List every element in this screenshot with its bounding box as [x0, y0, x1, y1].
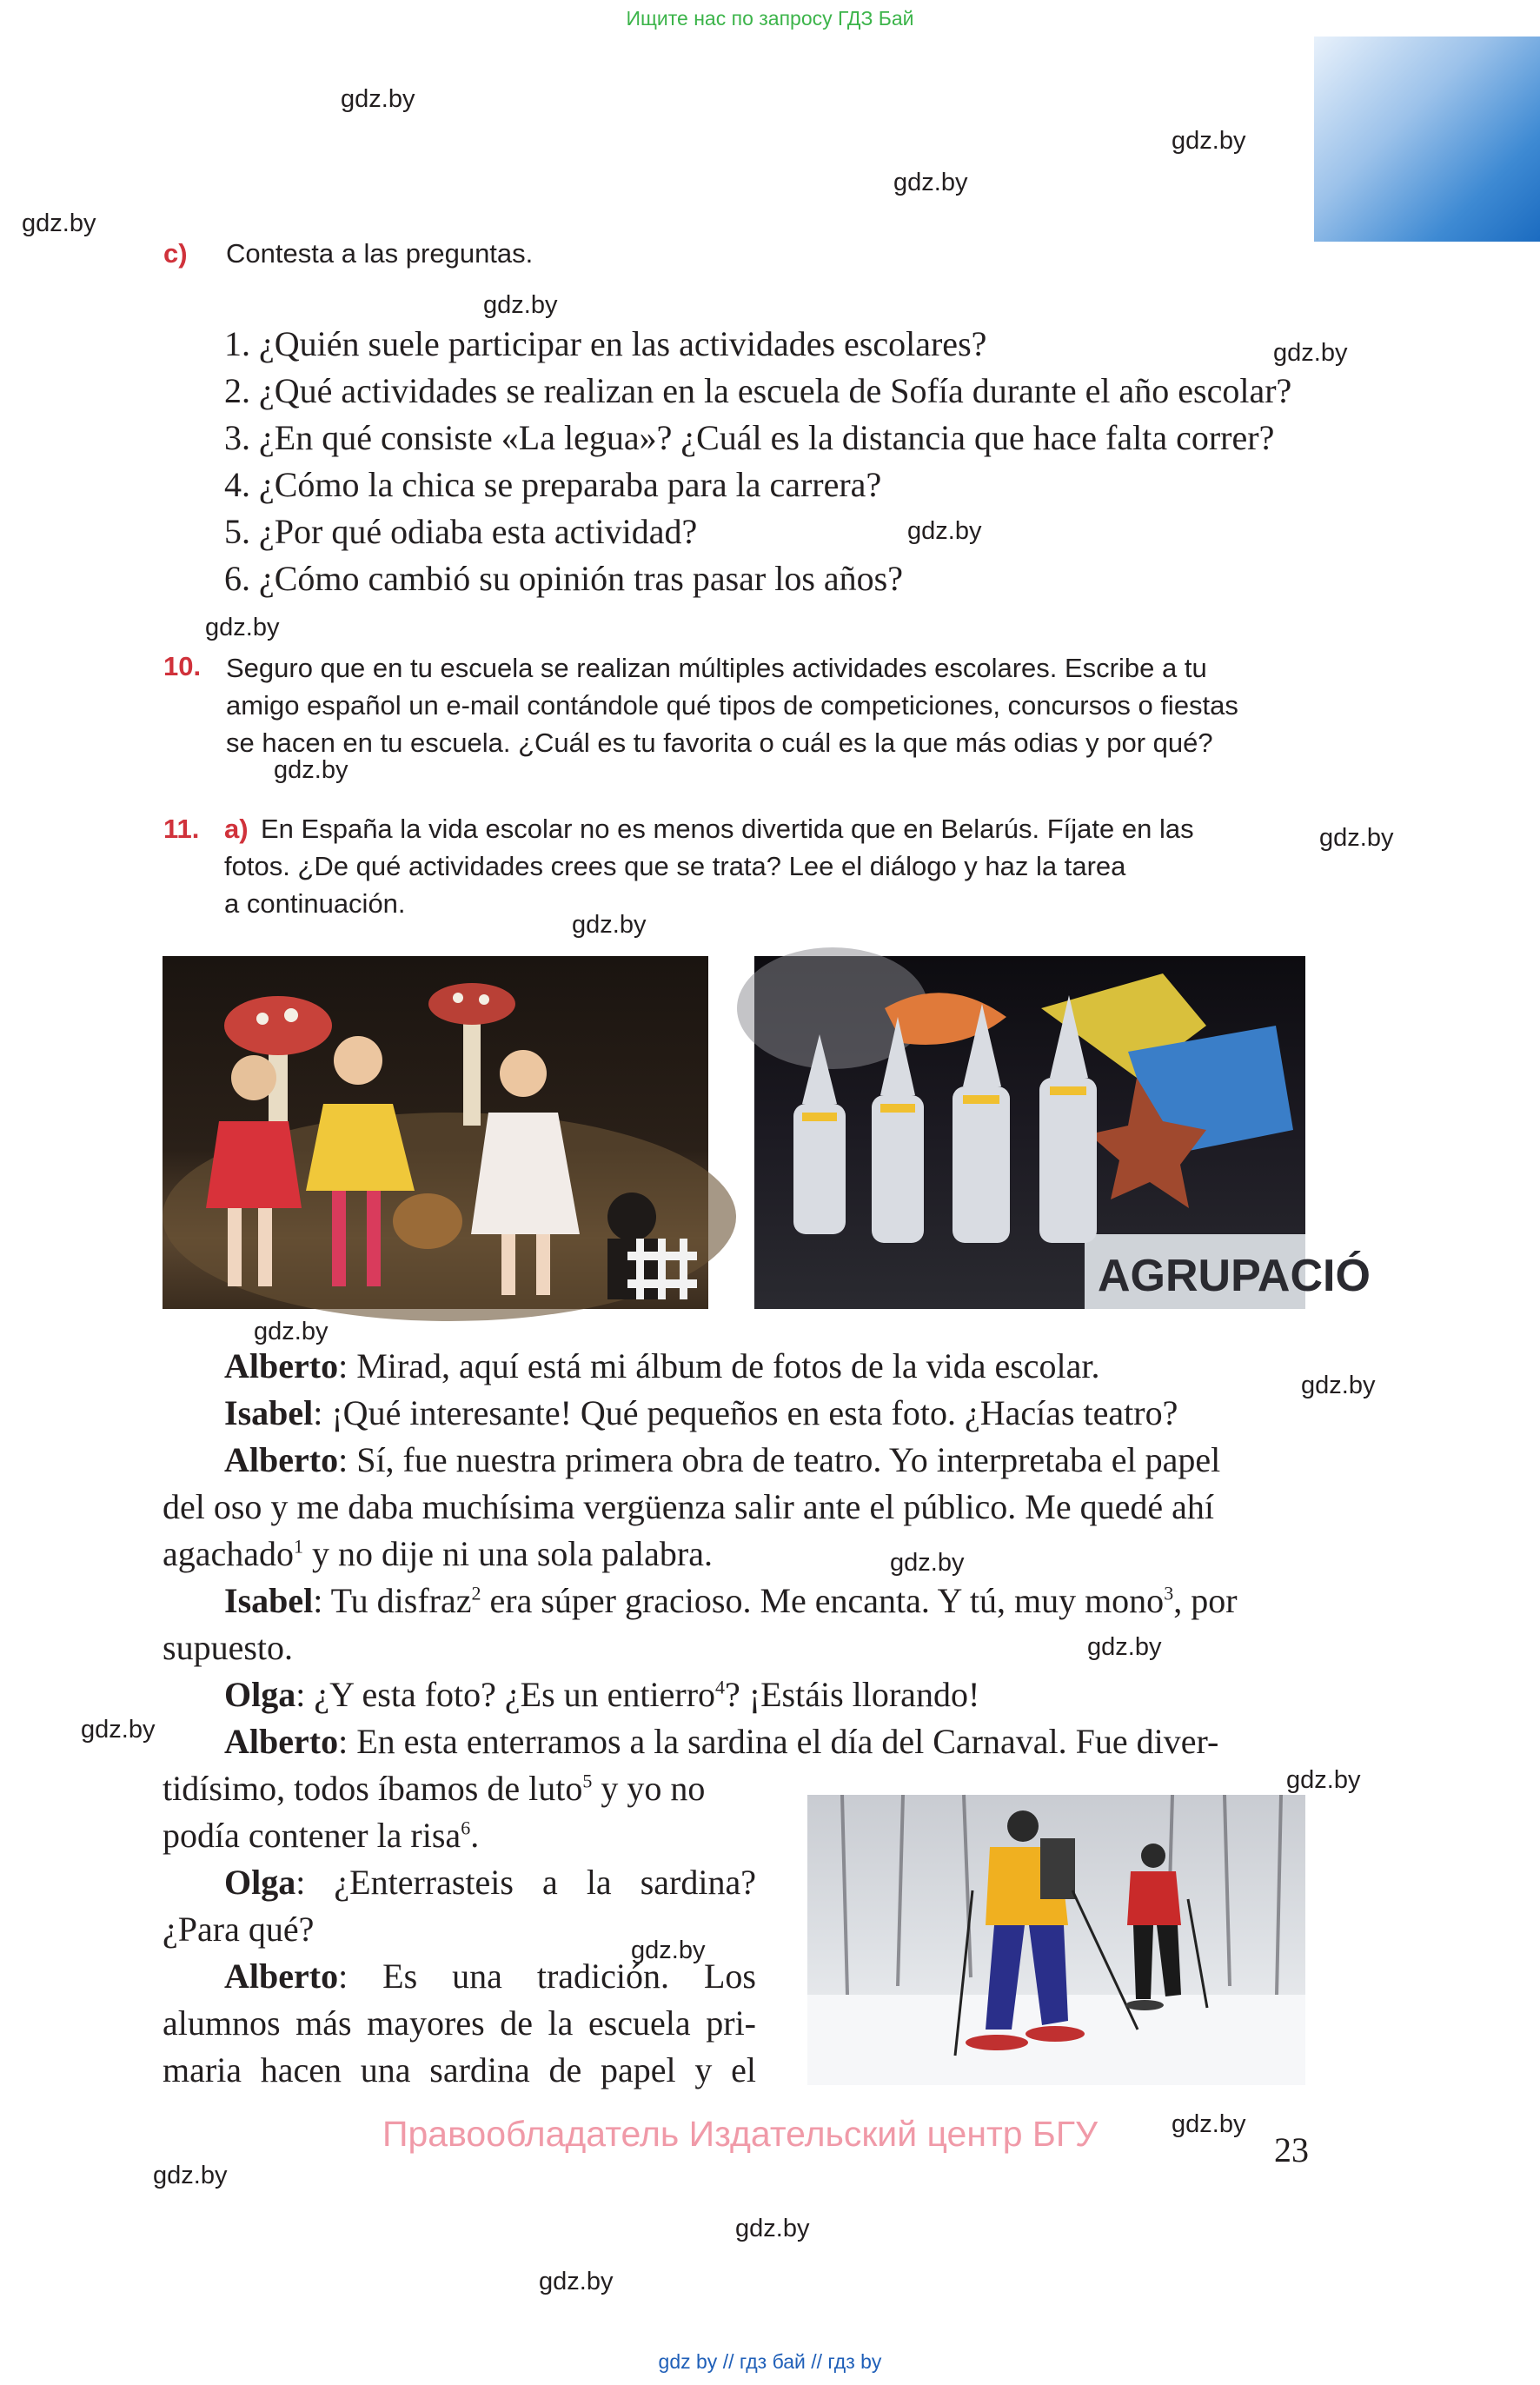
watermark: gdz.by — [572, 911, 647, 939]
watermark: gdz.by — [735, 2215, 810, 2242]
watermark: gdz.by — [1172, 2110, 1246, 2138]
question-4: 4. ¿Cómo la chica se preparaba para la carrera? — [224, 465, 882, 504]
exercise-11a-line: En España la vida escolar no es menos divertida que en Belarús. Fíjate en las — [261, 814, 1194, 844]
exercise-10-text — [226, 649, 1314, 761]
question-3: 3. ¿En qué consiste «La legua»? ¿Cuál es la distancia que hace falta correr? — [224, 418, 1275, 457]
dialogue-line-10 — [163, 1765, 705, 1812]
dialogue-text: : Tu disfraz — [313, 1581, 472, 1620]
watermark: gdz.by — [1286, 1766, 1361, 1794]
dialogue-text: tidísimo, todos íbamos de luto — [163, 1769, 583, 1808]
dialogue-text: : En esta enterramos a la sardina el día del Carnaval. Fue diver- — [338, 1722, 1219, 1761]
copyright-holder: Правообладатель Издательский центр БГУ — [382, 2114, 1099, 2154]
footnote-ref: 6 — [461, 1817, 471, 1839]
dialogue-text: : Mirad, aquí está mi álbum de fotos de la vida escolar. — [338, 1346, 1100, 1385]
search-hint-banner[interactable]: Ищите нас по запросу ГДЗ Бай — [626, 7, 914, 30]
carnival-truck-text: AGRUPACIÓ — [1098, 1251, 1371, 1301]
watermark: gdz.by — [907, 517, 982, 545]
dialogue-text: ? ¡Estáis llorando! — [725, 1675, 980, 1714]
watermark: gdz.by — [890, 1549, 965, 1577]
exercise-11a-line: fotos. ¿De qué actividades crees que se trata? Lee el diálogo y haz la tarea — [224, 851, 1126, 881]
dialogue-line-12 — [224, 1859, 756, 1906]
speaker-name: Isabel — [224, 1393, 314, 1432]
theater-photo — [163, 956, 708, 1309]
dialogue-line-4: del oso y me daba muchísima vergüenza salir ante el público. Me quedé ahí — [163, 1487, 1214, 1526]
dialogue-line-15: alumnos más mayores de la escuela pri- — [163, 2003, 756, 2043]
exercise-11-number: 11. — [163, 814, 200, 844]
footnote-ref: 5 — [582, 1770, 593, 1792]
watermark: gdz.by — [205, 614, 280, 641]
dialogue-text: . — [470, 1816, 480, 1855]
speaker-name: Olga — [224, 1863, 296, 1902]
footnote-ref: 1 — [294, 1535, 304, 1558]
watermark: gdz.by — [1172, 127, 1246, 155]
dialogue-text: : ¿Y esta foto? ¿Es un entierro — [295, 1675, 716, 1714]
speaker-name: Alberto — [224, 1346, 339, 1385]
theater-photo-image — [163, 956, 708, 1309]
dialogue-line-13: ¿Para qué? — [163, 1910, 315, 1949]
dialogue-line-3 — [224, 1437, 1220, 1484]
watermark: gdz.by — [254, 1318, 329, 1345]
footnote-ref: 2 — [471, 1582, 481, 1604]
dialogue-text: y no dije ni una sola palabra. — [303, 1534, 713, 1573]
speaker-name: Isabel — [224, 1581, 314, 1620]
dialogue-line-7: supuesto. — [163, 1628, 293, 1667]
question-6: 6. ¿Cómo cambió su opinión tras pasar los años? — [224, 559, 903, 598]
exercise-10-line: Seguro que en tu escuela se realizan múltiples actividades escolares. Escribe a tu — [226, 653, 1207, 683]
exercise-11a-label: a) — [224, 814, 249, 844]
dialogue-text: : ¡Qué interesante! Qué pequeños en esta foto. ¿Hacías teatro? — [313, 1393, 1178, 1432]
dialogue-line-14 — [224, 1953, 756, 2000]
speaker-name: Alberto — [224, 1440, 339, 1479]
dialogue-line-2 — [224, 1390, 1178, 1437]
footer-links[interactable]: gdz by // гдз бай // гдз by — [658, 2350, 882, 2373]
watermark: gdz.by — [1319, 824, 1394, 852]
exercise-11a-line: a continuación. — [224, 888, 406, 919]
dialogue-line-16: maria hacen una sardina de papel y el — [163, 2050, 756, 2089]
dialogue-text: y yo no — [592, 1769, 706, 1808]
watermark: gdz.by — [1087, 1633, 1162, 1661]
watermark: gdz.by — [483, 291, 558, 319]
watermark: gdz.by — [631, 1937, 706, 1964]
watermark: gdz.by — [81, 1716, 156, 1744]
snowshoe-photo-image — [807, 1795, 1305, 2085]
carnival-photo-image — [754, 956, 1371, 1309]
dialogue-text: agachado — [163, 1534, 295, 1573]
watermark: gdz.by — [341, 85, 415, 113]
question-5: 5. ¿Por qué odiaba esta actividad? — [224, 512, 698, 551]
dialogue-text: : Es una tradición. Los — [338, 1956, 756, 1996]
watermark: gdz.by — [539, 2268, 614, 2295]
question-2: 2. ¿Qué actividades se realizan en la escuela de Sofía durante el año escolar? — [224, 371, 1292, 410]
watermark: gdz.by — [1301, 1372, 1376, 1399]
footnote-ref: 3 — [1164, 1582, 1174, 1604]
watermark: gdz.by — [153, 2162, 228, 2189]
dialogue-text: : Sí, fue nuestra primera obra de teatro. Yo interpretaba el papel — [338, 1440, 1221, 1479]
exercise-10-line: se hacen en tu escuela. ¿Cuál es tu favorita o cuál es la que más odias y por qué? — [226, 727, 1213, 758]
dialogue-line-5 — [163, 1531, 713, 1578]
watermark: gdz.by — [1273, 339, 1348, 367]
watermark: gdz.by — [274, 756, 348, 784]
watermark: gdz.by — [22, 209, 96, 237]
watermark: gdz.by — [893, 169, 968, 196]
carnival-photo — [754, 956, 1371, 1309]
snowshoe-photo — [807, 1795, 1305, 2085]
dialogue-line-6 — [224, 1578, 1238, 1624]
dialogue-line-11 — [163, 1812, 479, 1859]
dialogue-line-8 — [224, 1671, 979, 1718]
question-1: 1. ¿Quién suele participar en las actividades escolares? — [224, 324, 987, 363]
corner-decoration — [1314, 37, 1540, 242]
speaker-name: Alberto — [224, 1956, 339, 1996]
dialogue-text: , por — [1173, 1581, 1238, 1620]
speaker-name: Alberto — [224, 1722, 339, 1761]
speaker-name: Olga — [224, 1675, 296, 1714]
exercise-c-label: c) — [163, 238, 188, 269]
dialogue-line-1 — [224, 1343, 1100, 1390]
footnote-ref: 4 — [715, 1676, 726, 1698]
dialogue-text: podía contener la risa — [163, 1816, 461, 1855]
exercise-10-number: 10. — [163, 651, 202, 681]
dialogue-text: : ¿Enterrasteis a la sardina? — [295, 1863, 756, 1902]
dialogue-text: era súper gracioso. Me encanta. Y tú, muy mono — [481, 1581, 1165, 1620]
dialogue-line-9 — [224, 1718, 1218, 1765]
exercise-c-instruction: Contesta a las preguntas. — [226, 238, 534, 269]
exercise-10-line: amigo español un e-mail contándole qué tipos de competiciones, concursos o fiestas — [226, 690, 1238, 721]
page-number: 23 — [1274, 2130, 1309, 2169]
